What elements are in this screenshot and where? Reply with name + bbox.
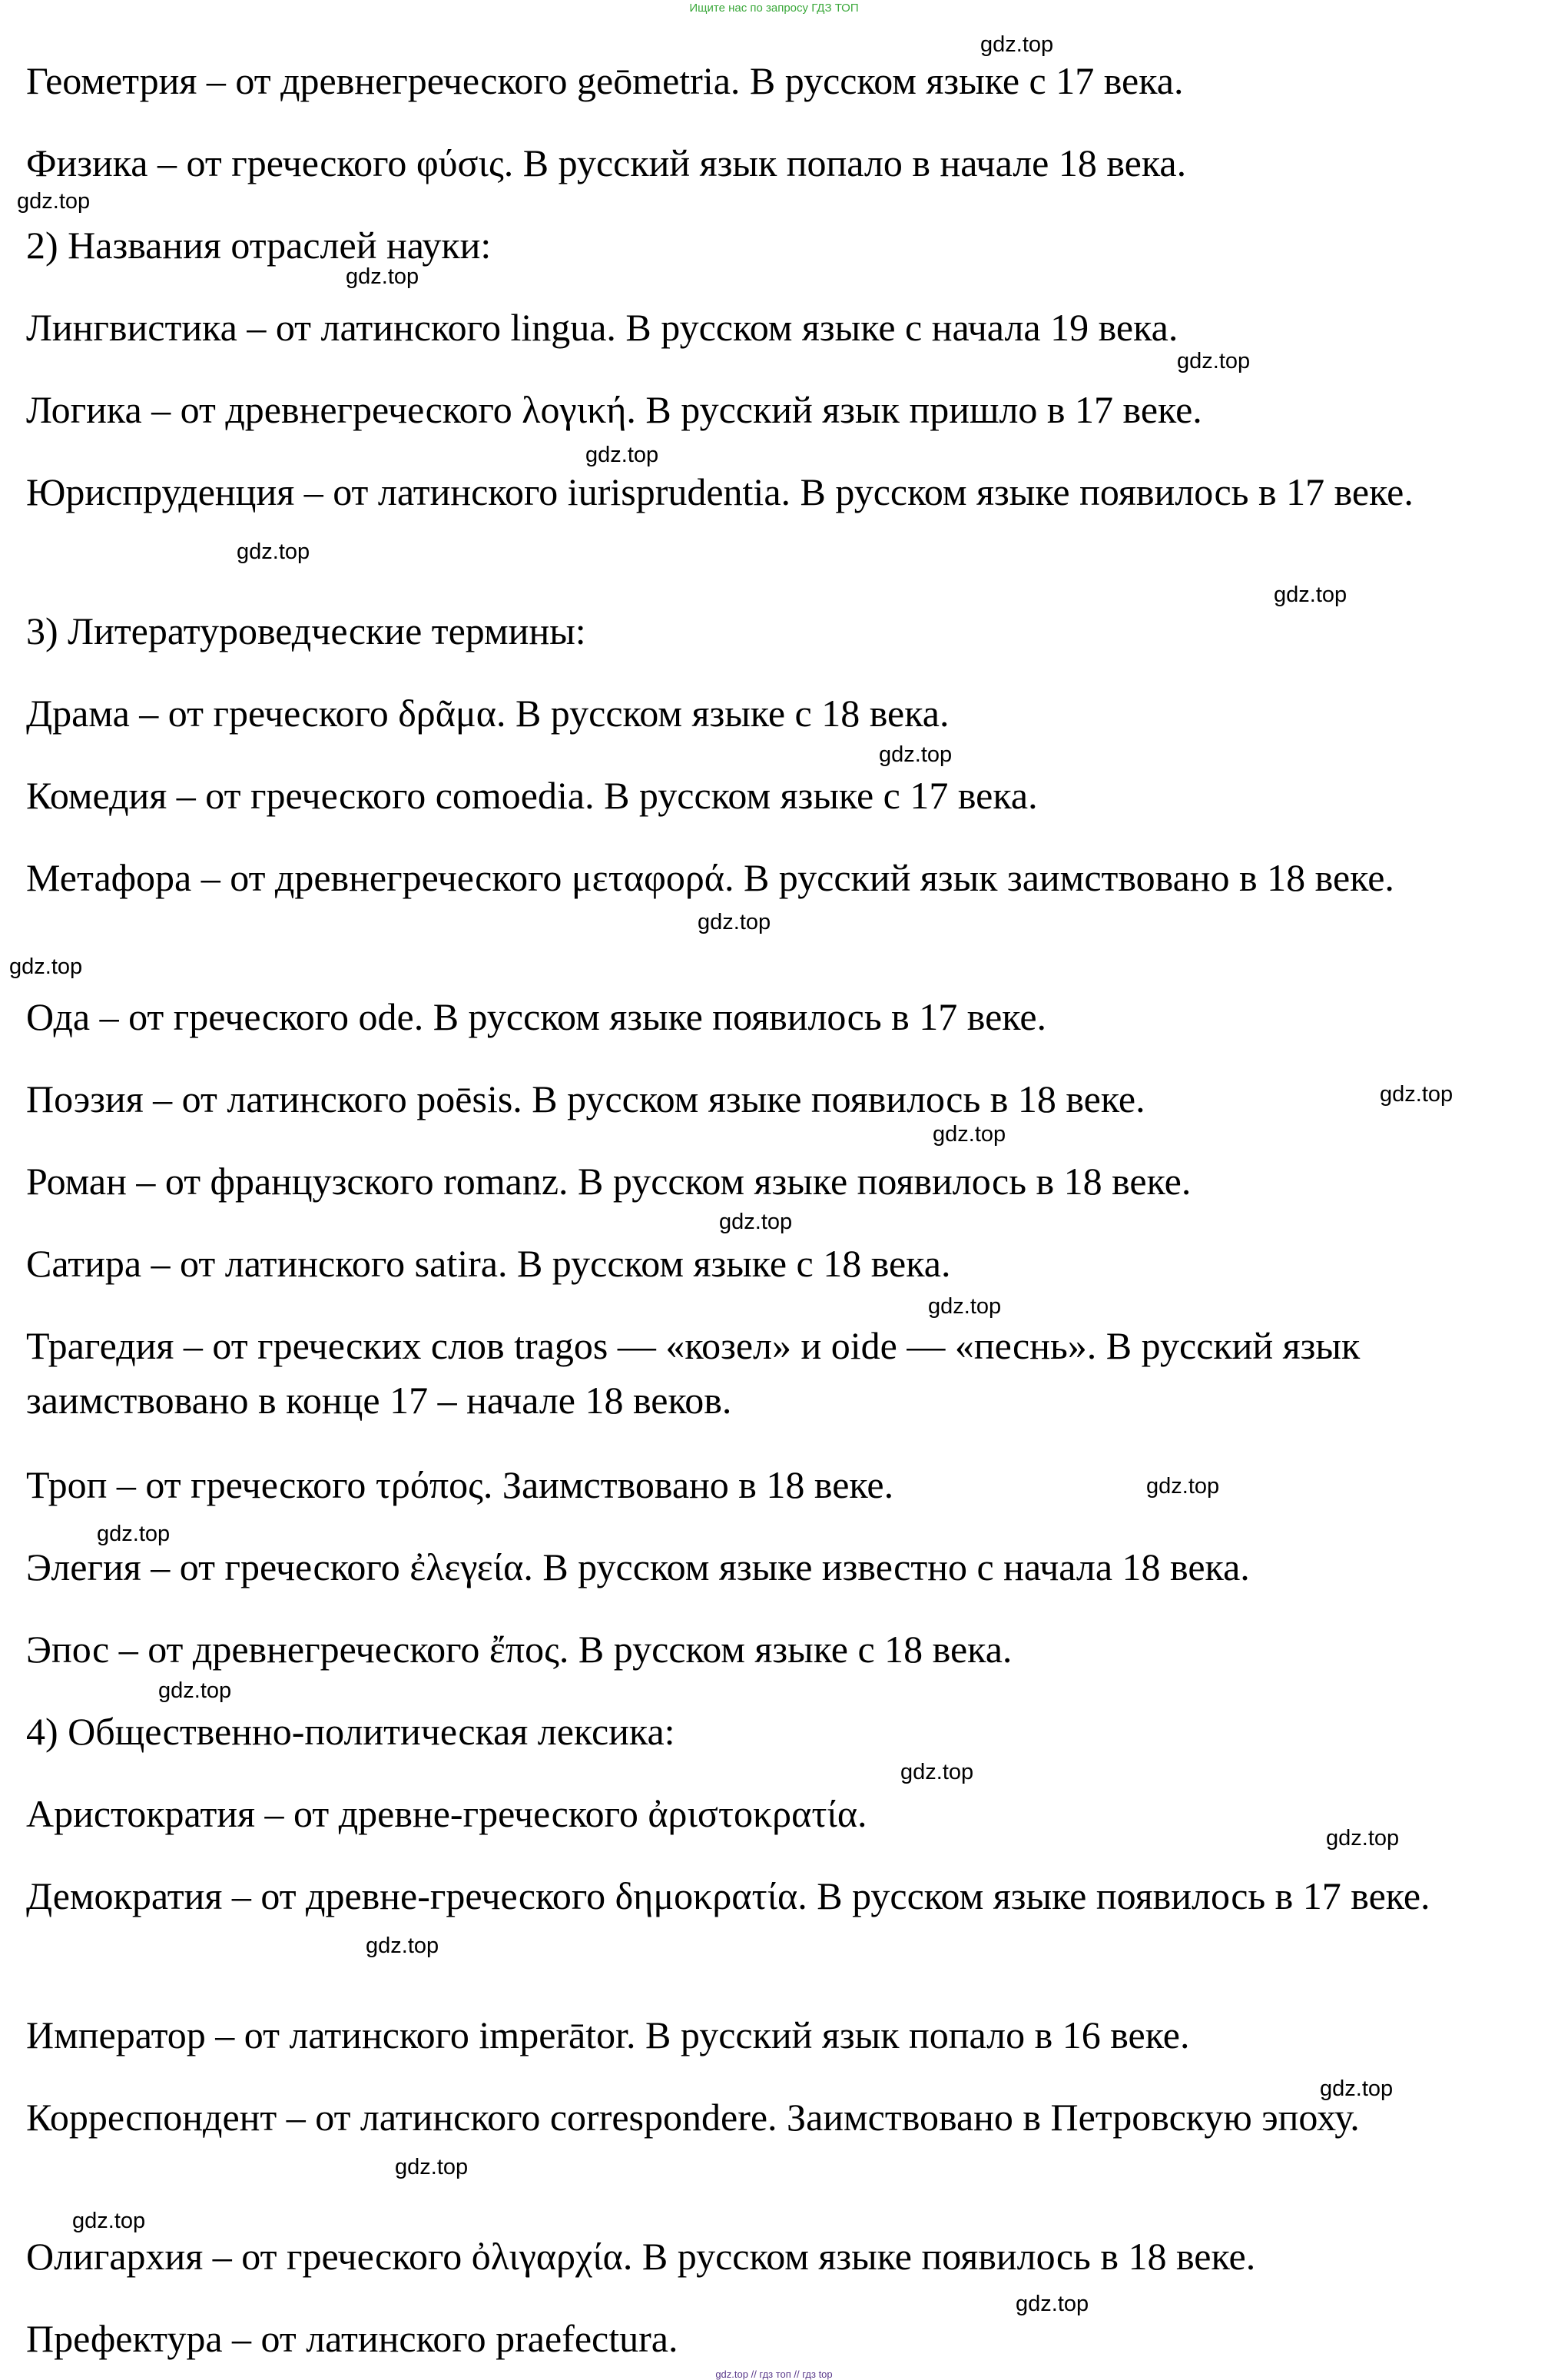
section-heading-sciences: 2) Названия отраслей науки: <box>26 224 492 267</box>
watermark: gdz.top <box>1146 1474 1220 1499</box>
watermark: gdz.top <box>1380 1082 1454 1107</box>
text-line-ode: Ода – от греческого ode. В русском языке появилось в 17 веке. <box>26 995 1047 1038</box>
text-line-novel: Роман – от французского romanz. В русском языке появилось в 18 веке. <box>26 1160 1192 1203</box>
text-line-geometry: Геометрия – от древнегреческого geōmetria. В русском языке с 17 века. <box>26 59 1184 102</box>
watermark: gdz.top <box>719 1210 793 1234</box>
watermark: gdz.top <box>1177 349 1251 373</box>
text-line-jurisprudence: Юриспруденция – от латинского iurisprudentia. В русском языке появилось в 17 веке. <box>26 470 1414 513</box>
search-banner[interactable]: Ищите нас по запросу ГДЗ ТОП <box>689 2 859 15</box>
watermark: gdz.top <box>158 1678 232 1703</box>
text-line-trope: Троп – от греческого τρόπος. Заимствовано в 18 веке. <box>26 1463 894 1506</box>
text-line-elegy: Элегия – от греческого ἐλεγεία. В русском языке известно с начала 18 века. <box>26 1545 1250 1588</box>
watermark: gdz.top <box>1320 2076 1394 2101</box>
watermark: gdz.top <box>1326 1826 1400 1851</box>
watermark: gdz.top <box>17 189 91 214</box>
watermark: gdz.top <box>980 32 1054 57</box>
text-line-prefecture: Префектура – от латинского praefectura. <box>26 2317 678 2360</box>
text-line-correspondent: Корреспондент – от латинского correspondere. Заимствовано в Петровскую эпоху. <box>26 2096 1360 2139</box>
text-line-democracy: Демократия – от древне-греческого δημοκρατία. В русском языке появилось в 17 веке. <box>26 1874 1430 1917</box>
watermark: gdz.top <box>97 1522 171 1546</box>
footer-links[interactable]: gdz.top // гдз топ // гдз top <box>715 2368 833 2380</box>
text-line-epos: Эпос – от древнегреческого ἔπος. В русском языке с 18 века. <box>26 1628 1013 1671</box>
text-line-emperor: Император – от латинского imperātor. В русский язык попало в 16 веке. <box>26 2013 1190 2056</box>
watermark: gdz.top <box>928 1294 1002 1319</box>
text-line-poetry: Поэзия – от латинского poēsis. В русском языке появилось в 18 веке. <box>26 1077 1145 1120</box>
text-line-linguistics: Лингвистика – от латинского lingua. В русском языке с начала 19 века. <box>26 306 1178 349</box>
text-line-tragedy: Трагедия – от греческих слов tragos — «козел» и oide — «песнь». В русский язык заимствовано в конце 17 – начале 18 веков. <box>26 1324 1361 1422</box>
section-heading-political: 4) Общественно-политическая лексика: <box>26 1710 675 1753</box>
watermark: gdz.top <box>698 910 771 934</box>
watermark: gdz.top <box>346 264 419 289</box>
watermark: gdz.top <box>1274 583 1347 607</box>
text-line-drama: Драма – от греческого δρᾶμα. В русском языке с 18 века. <box>26 692 950 735</box>
text-line-aristocracy: Аристократия – от древне-греческого ἀριστοκρατία. <box>26 1792 867 1835</box>
watermark: gdz.top <box>366 1934 439 1958</box>
watermark: gdz.top <box>900 1760 974 1784</box>
watermark: gdz.top <box>933 1122 1006 1147</box>
watermark: gdz.top <box>237 539 310 564</box>
text-line-satire: Сатира – от латинского satira. В русском языке с 18 века. <box>26 1242 951 1285</box>
watermark: gdz.top <box>395 2155 469 2179</box>
watermark: gdz.top <box>72 2209 146 2233</box>
text-line-comedy: Комедия – от греческого comoedia. В русском языке с 17 века. <box>26 774 1038 817</box>
text-line-physics: Физика – от греческого φύσις. В русский язык попало в начале 18 века. <box>26 141 1187 184</box>
text-line-metaphor: Метафора – от древнегреческого μεταφορά. В русский язык заимствовано в 18 веке. <box>26 856 1394 899</box>
watermark: gdz.top <box>879 742 953 767</box>
section-heading-literary-terms: 3) Литературоведческие термины: <box>26 609 586 652</box>
watermark: gdz.top <box>1016 2292 1089 2316</box>
text-line-oligarchy: Олигархия – от греческого ὀλιγαρχία. В русском языке появилось в 18 веке. <box>26 2235 1256 2278</box>
watermark: gdz.top <box>9 954 83 979</box>
text-line-logic: Логика – от древнегреческого λογική. В русский язык пришло в 17 веке. <box>26 388 1202 431</box>
watermark: gdz.top <box>585 443 659 467</box>
